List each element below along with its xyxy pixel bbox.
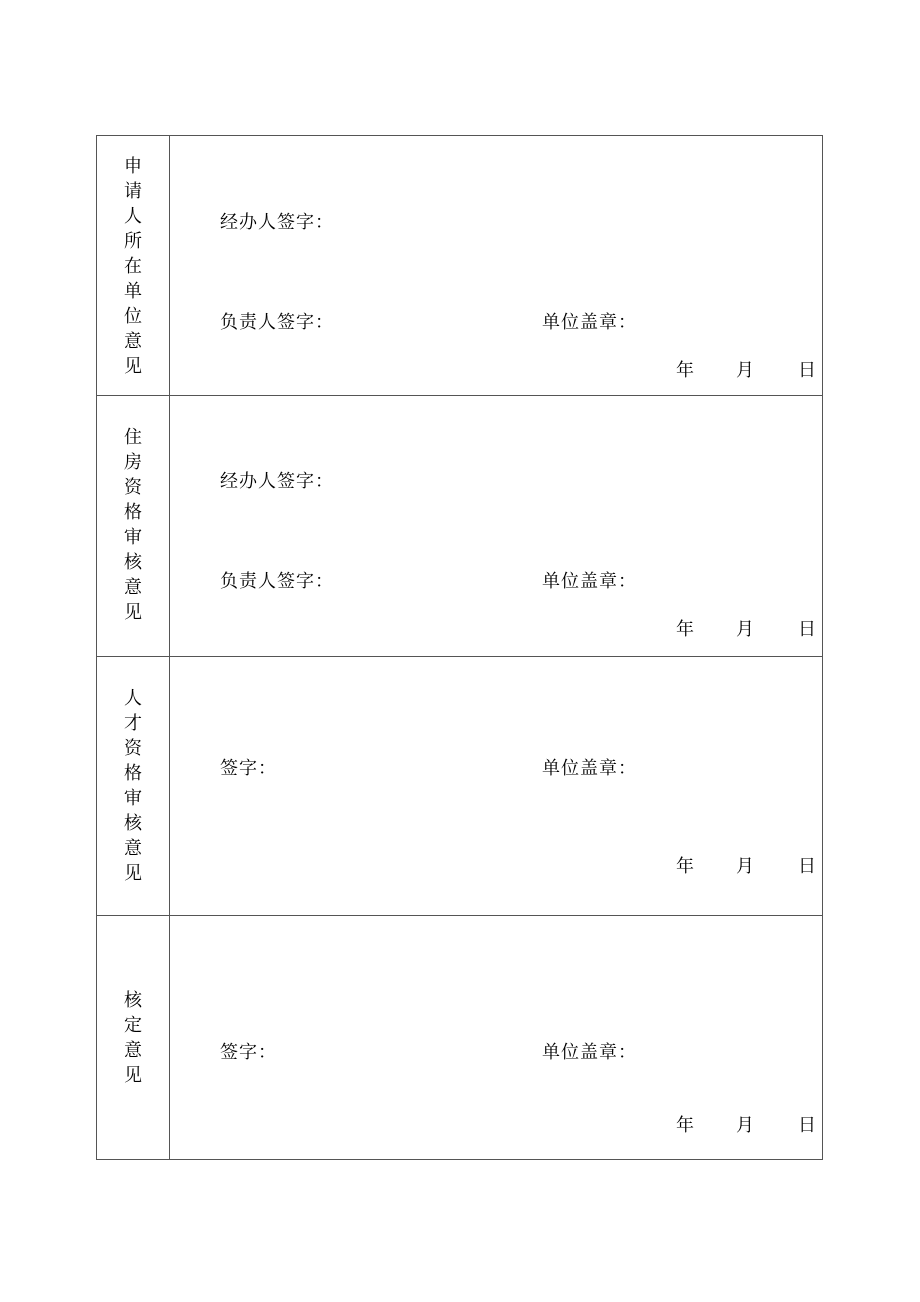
handler-signature-label: 经办人签字： [220,212,334,233]
date-year-label: 年 [676,1115,694,1136]
approval-form-table [96,135,823,1160]
leader-signature-label: 负责人签字： [220,312,334,333]
section-applicant-unit-opinion [97,136,822,395]
section-label-cell [97,396,170,656]
section-label: 申请人所在单位意见 [124,156,142,377]
unit-seal-label: 单位盖章： [542,1042,637,1063]
unit-seal-label: 单位盖章： [542,758,637,779]
date-day-label: 日 [798,619,816,640]
section-housing-qualification-opinion [97,395,822,656]
date-month-label: 月 [736,619,754,640]
date-day-label: 日 [798,856,816,877]
signature-label: 签字： [220,758,277,779]
date-year-label: 年 [676,360,694,381]
section-label-cell [97,136,170,395]
section-content-cell[interactable] [170,396,822,656]
section-content-cell[interactable] [170,136,822,395]
section-final-approval-opinion [97,915,822,1159]
section-content-cell[interactable] [170,916,822,1159]
date-day-label: 日 [798,1115,816,1136]
section-label: 人才资格审核意见 [124,688,142,884]
section-label-cell [97,657,170,915]
date-month-label: 月 [736,856,754,877]
unit-seal-label: 单位盖章： [542,571,637,592]
unit-seal-label: 单位盖章： [542,312,637,333]
section-talent-qualification-opinion [97,656,822,915]
leader-signature-label: 负责人签字： [220,571,334,592]
section-content-cell[interactable] [170,657,822,915]
handler-signature-label: 经办人签字： [220,471,334,492]
date-year-label: 年 [676,856,694,877]
date-month-label: 月 [736,360,754,381]
section-label-cell [97,916,170,1159]
section-label: 核定意见 [124,990,142,1086]
date-day-label: 日 [798,360,816,381]
date-month-label: 月 [736,1115,754,1136]
signature-label: 签字： [220,1042,277,1063]
section-label: 住房资格审核意见 [124,427,142,623]
date-year-label: 年 [676,619,694,640]
